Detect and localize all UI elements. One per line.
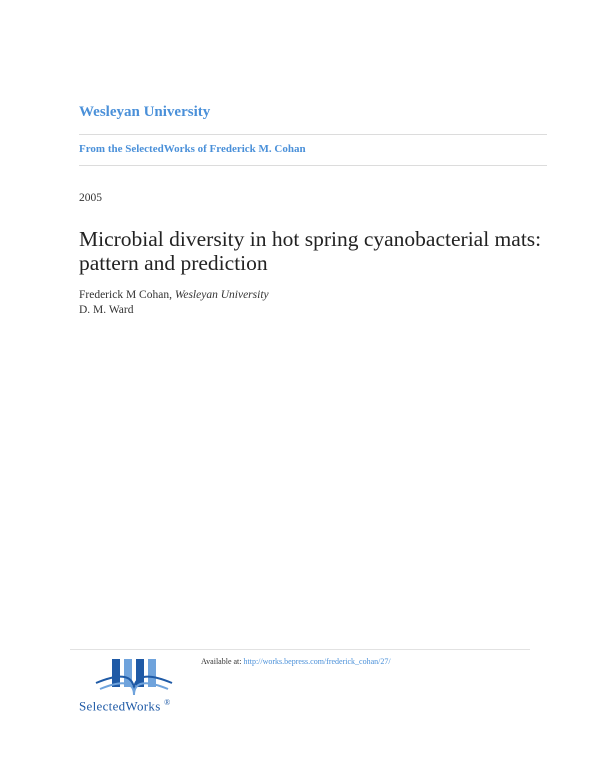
institution-name[interactable]: Wesleyan University [79,104,211,120]
author-entry [79,288,269,303]
paper-title: Microbial diversity in hot spring cyanobacterial mats: pattern and prediction [79,227,542,275]
author-entry [79,303,269,318]
available-url-link[interactable]: http://works.bepress.com/frederick_cohan/27/ [243,657,391,666]
author-affiliation: Wesleyan University [174,289,269,301]
header-divider-2 [79,165,547,166]
author-name: D. M. Ward [79,303,134,316]
footer-divider [70,649,530,650]
available-label: Available at: [201,657,242,666]
registered-mark: ® [164,698,171,707]
author-name: Frederick M Cohan, [79,289,172,301]
author-list [79,288,269,317]
header-divider [79,134,547,135]
publication-year: 2005 [79,192,102,204]
selectedworks-logo-text [79,698,171,714]
availability-line [201,657,391,666]
logo-wordmark: SelectedWorks [79,698,161,714]
selectedworks-author-link[interactable]: From the SelectedWorks of Frederick M. Cohan [79,143,306,155]
